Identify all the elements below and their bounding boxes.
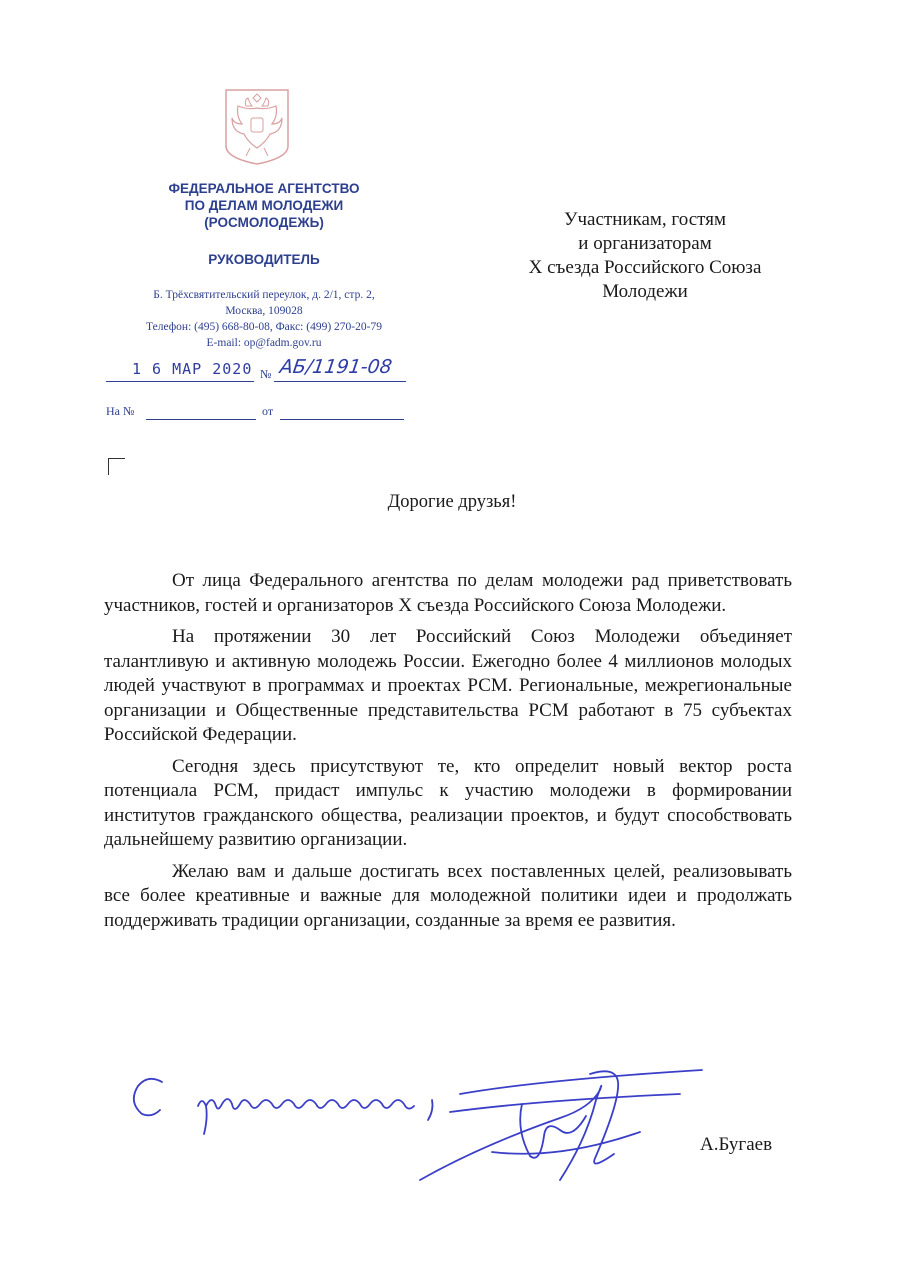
reference-row (106, 400, 406, 420)
from-underline (280, 419, 404, 420)
addressee-block (470, 208, 820, 304)
date-underline (106, 381, 254, 382)
letter-body (104, 569, 792, 940)
number-underline (274, 381, 406, 382)
agency-name-line1: ФЕДЕРАЛЬНОЕ АГЕНТСТВО (168, 181, 360, 196)
number-label: № (260, 367, 272, 381)
signer-name: А.Бугаев (700, 1134, 773, 1155)
date-stamp: 1 6 МАР 2020 (132, 360, 253, 378)
from-label: от (262, 404, 274, 418)
coat-of-arms-icon (224, 88, 290, 166)
body-paragraph-3: Сегодня здесь присутствуют те, кто определит новый вектор роста потенциала РСМ, придаст импульс к участию молодежи в формировании институтов гражданского общества, реализации проектов, и будут способствовать дальнейшему развитию организации. (104, 755, 792, 850)
addressee-line2: и организаторам (578, 233, 712, 254)
addressee-line4: Молодежи (602, 281, 688, 302)
ref-underline (146, 419, 256, 420)
agency-address (104, 287, 424, 351)
ref-label: На № (106, 404, 135, 418)
body-paragraph-4: Желаю вам и дальше достигать всех поставленных целей, реализовывать все более креативные и важные для молодежной политики идеи и продолжать поддерживать традиции организации, созданные за время ее развития. (104, 860, 792, 931)
position-title: РУКОВОДИТЕЛЬ (208, 252, 320, 267)
address-line1: Б. Трёхсвятительский переулок, д. 2/1, стр. 2, (153, 289, 375, 301)
corner-bracket (108, 458, 125, 475)
letterhead (104, 180, 424, 351)
body-paragraph-2: На протяжении 30 лет Российский Союз Молодежи объединяет талантливую и активную молодежь России. Ежегодно более 4 миллионов молодых людей участвуют в программах и проектах РСМ. Региональные, межрегиональные организации и Общественные представительства РСМ работают в 75 субъектах Российской Федерации. (104, 626, 792, 745)
addressee-line1: Участникам, гостям (564, 209, 726, 230)
addressee-line3: X съезда Российского Союза (528, 257, 762, 278)
greeting: Дорогие друзья! (387, 492, 517, 512)
registration-row (106, 356, 406, 382)
body-paragraph-1: От лица Федерального агентства по делам молодежи рад приветствовать участников, гостей и организаторов X съезда Российского Союза Молодежи. (104, 570, 792, 616)
handwritten-number: АБ/1191-08 (278, 356, 394, 378)
phone-line: Телефон: (495) 668-80-08, Факс: (499) 270-20-79 (146, 321, 382, 333)
agency-name-line2: ПО ДЕЛАМ МОЛОДЕЖИ (184, 198, 344, 213)
agency-name-line3: (РОСМОЛОДЕЖЬ) (204, 215, 324, 230)
address-line2: Москва, 109028 (225, 305, 303, 317)
email-line: E-mail: op@fadm.gov.ru (206, 337, 322, 349)
handwritten-signature (120, 1060, 720, 1210)
